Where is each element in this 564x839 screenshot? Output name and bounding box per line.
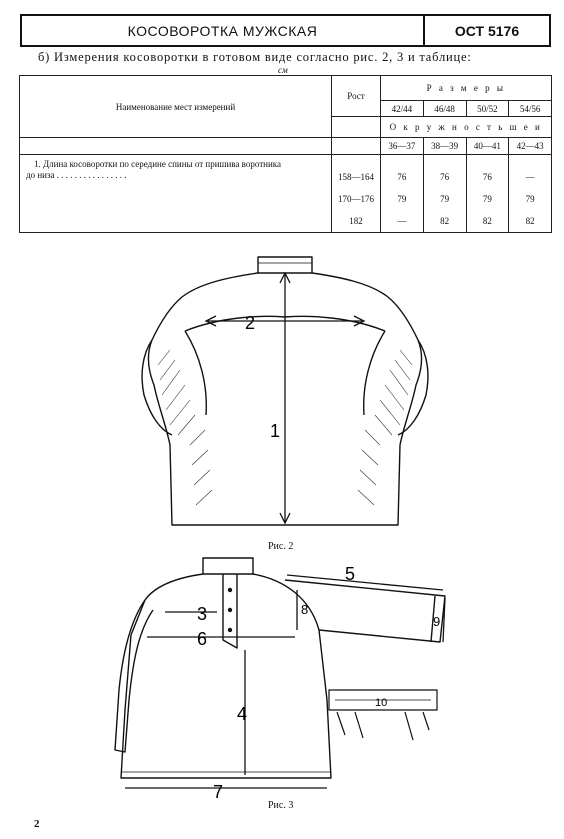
measure-label-3: 3 xyxy=(197,604,208,624)
neck-cell: 40—41 xyxy=(466,138,509,155)
size-cell: 50/52 xyxy=(466,101,509,117)
length-value: 79 xyxy=(440,194,450,204)
row-label-cell xyxy=(20,155,332,233)
measure-label-6: 6 xyxy=(197,629,208,649)
column-header-name xyxy=(20,76,332,138)
length-value: 79 xyxy=(525,194,535,204)
size-column-values xyxy=(466,155,509,233)
length-value: 76 xyxy=(482,172,492,182)
length-value: 76 xyxy=(440,172,450,182)
length-value: — xyxy=(397,216,407,226)
figure-2-caption: Рис. 2 xyxy=(268,541,294,552)
column-height-text: Рост xyxy=(347,91,365,101)
neck-header: О к р у ж н о с т ь ш е и xyxy=(381,117,552,138)
page-number: 2 xyxy=(34,818,40,830)
document-header xyxy=(20,14,551,47)
document-title: КОСОВОРОТКА МУЖСКАЯ xyxy=(22,16,425,45)
measure-label-9: 9 xyxy=(433,614,441,629)
length-value: 79 xyxy=(482,194,492,204)
length-value: 82 xyxy=(440,216,450,226)
length-value: 76 xyxy=(397,172,407,182)
measure-label-7: 7 xyxy=(213,782,224,800)
measure-label-10: 10 xyxy=(375,697,388,709)
height-value: 182 xyxy=(349,216,363,226)
figure-2-shirt-back xyxy=(130,245,440,540)
row-label-line1: 1. Длина косоворотки по середине спины от пришива воротника xyxy=(34,159,282,169)
length-value: 82 xyxy=(482,216,492,226)
column-name-text: Наименование мест измерений xyxy=(115,101,236,112)
unit-label: см xyxy=(278,65,288,75)
height-value: 158—164 xyxy=(338,172,374,182)
measure-label-2: 2 xyxy=(245,313,256,333)
neck-cell: 38—39 xyxy=(423,138,466,155)
measure-label-1: 1 xyxy=(270,421,281,441)
figure-3-caption: Рис. 3 xyxy=(268,800,294,811)
height-values xyxy=(332,155,381,233)
row-label-line2: до низа . . . . . . . . . . . . . . . . xyxy=(26,170,127,180)
length-value: 82 xyxy=(525,216,535,226)
height-value: 170—176 xyxy=(338,194,374,204)
measure-label-4: 4 xyxy=(237,704,248,724)
height-blank xyxy=(332,138,381,155)
length-value: — xyxy=(525,172,535,182)
measure-label-5: 5 xyxy=(345,564,356,584)
standard-code: ОСТ 5176 xyxy=(454,22,520,39)
size-cell: 54/56 xyxy=(509,101,552,117)
sizes-header: Р а з м е р ы xyxy=(381,76,552,101)
column-header-height xyxy=(332,76,381,117)
size-cell: 46/48 xyxy=(423,101,466,117)
figure-3-shirt-front xyxy=(105,550,465,800)
length-value: 79 xyxy=(397,194,407,204)
height-blank xyxy=(332,117,381,138)
neck-cell: 42—43 xyxy=(509,138,552,155)
neck-cell: 36—37 xyxy=(381,138,424,155)
measure-label-8: 8 xyxy=(301,602,309,617)
section-subtitle: б) Измерения косоворотки в готовом виде согласно рис. 2, 3 и таблице: xyxy=(38,50,472,64)
size-cell: 42/44 xyxy=(381,101,424,117)
size-column-values xyxy=(509,155,552,233)
name-blank xyxy=(20,138,332,155)
size-column-values xyxy=(423,155,466,233)
size-column-values xyxy=(381,155,424,233)
measurements-table xyxy=(19,75,552,233)
